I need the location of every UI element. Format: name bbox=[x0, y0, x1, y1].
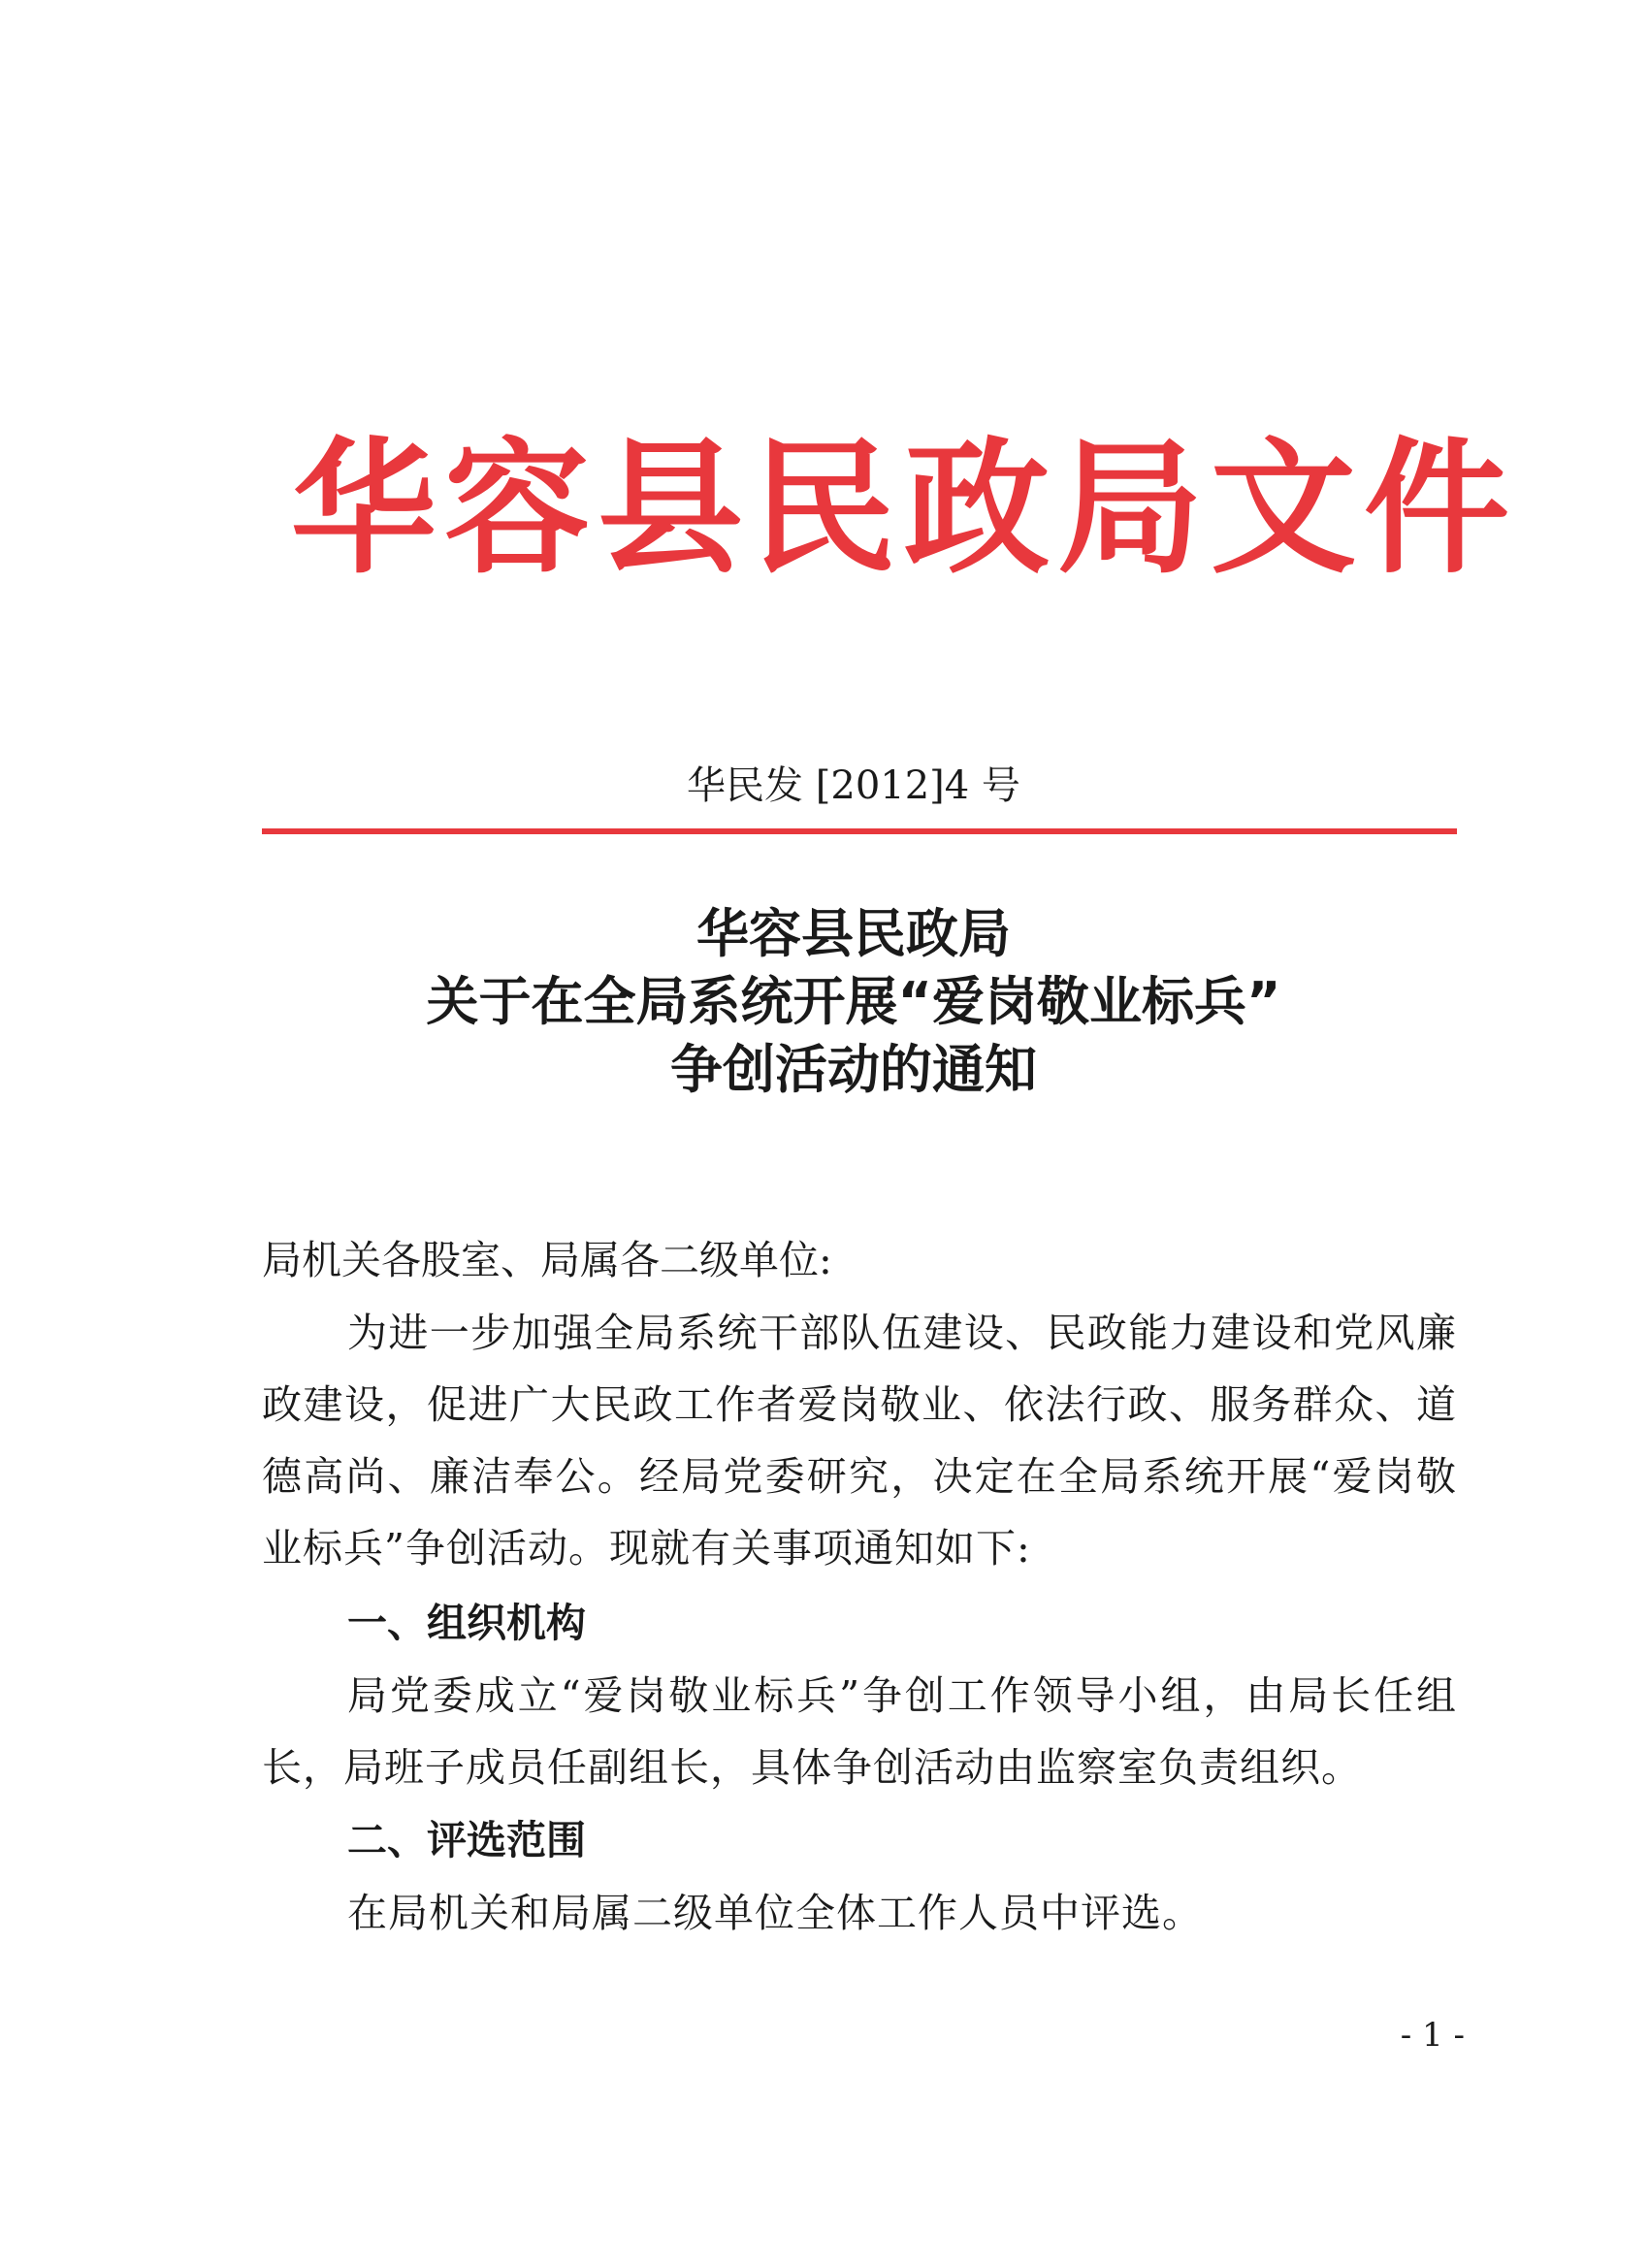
section-text-organization: 局党委成立“爱岗敬业标兵”争创工作领导小组，由局长任组长，局班子成员任副组长，具体争创活动由监察室负责组织。 bbox=[262, 1672, 1457, 1791]
intro-paragraph: 为进一步加强全局系统干部队伍建设、民政能力建设和党风廉政建设，促进广大民政工作者爱岗敬业、依法行政、服务群众、道德高尚、廉洁奉公。经局党委研究，决定在全局系统开展“爱岗敬业标兵”争创活动。现就有关事项通知如下: bbox=[262, 1310, 1457, 1571]
page-number: - 1 - bbox=[1400, 2016, 1465, 2055]
title-line-notice: 争创活动的通知 bbox=[670, 1039, 1037, 1100]
document-red-header: 华容县民政局文件 bbox=[291, 425, 1518, 594]
document-number: 华民发 [2012]4 号 bbox=[687, 763, 1020, 808]
document-title bbox=[0, 900, 1649, 1104]
title-line-issuer: 华容县民政局 bbox=[696, 903, 1011, 964]
salutation: 局机关各股室、局属各二级单位: bbox=[262, 1237, 832, 1283]
section-heading-scope: 二、评选范围 bbox=[347, 1817, 586, 1863]
title-line-subject: 关于在全局系统开展“爱岗敬业标兵” bbox=[426, 971, 1281, 1032]
section-text-scope: 在局机关和局属二级单位全体工作人员中评选。 bbox=[347, 1890, 1203, 1936]
red-divider-rule bbox=[262, 828, 1457, 834]
section-heading-organization: 一、组织机构 bbox=[347, 1600, 586, 1646]
